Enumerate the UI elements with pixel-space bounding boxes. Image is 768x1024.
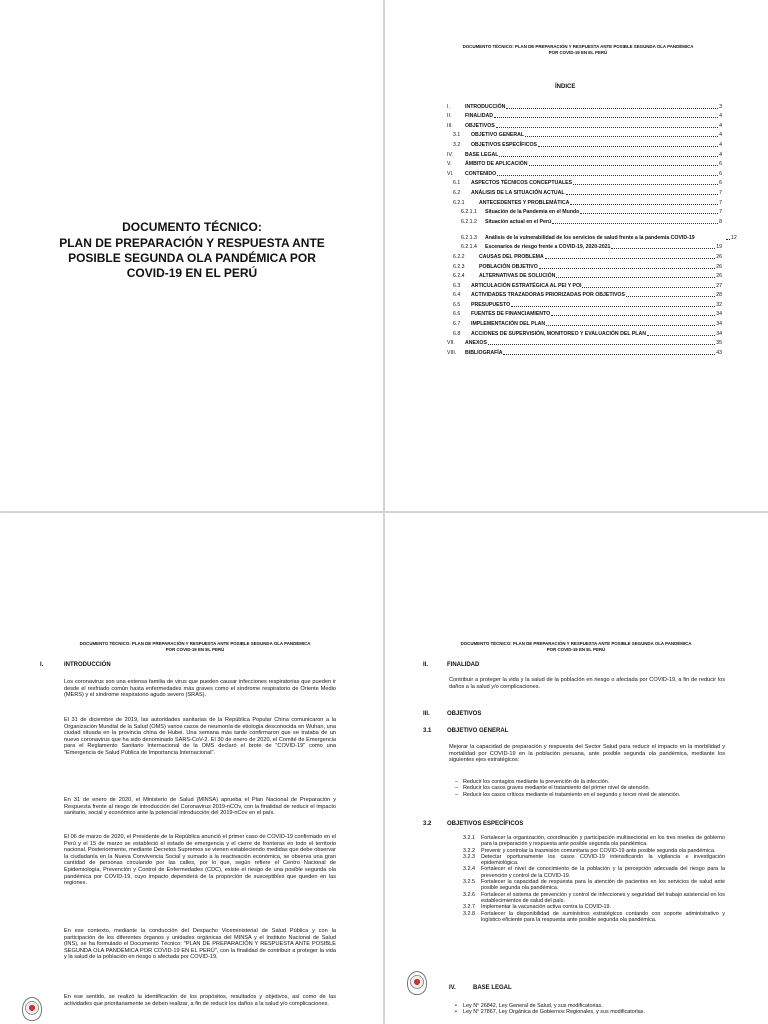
toc-dot-leader [503,354,715,355]
section-title: INTRODUCCIÓN [64,662,111,668]
toc-entry-page: 6 [719,180,722,187]
toc-entry-title: Situación actual en el Perú [485,218,552,225]
toc-entry-page: 34 [716,321,722,328]
toc-entry-page: 34 [716,311,722,318]
toc-entry[interactable] [447,279,722,289]
objective-item [463,854,725,867]
toc-entry-number: 6.2 [453,189,461,196]
toc-entry-number: 6.1 [453,180,461,187]
toc-entry[interactable] [447,308,722,318]
toc-dot-leader [566,194,719,195]
paragraph: En 31 de enero de 2020, el Ministerio de Salud (MINSA) aprueba el Plan Nacional de Preparación y Respuesta frente al riesgo de introducción del Coronavirus 2019-nCOv, con la finalidad de reducir el impacto sanitario, social y económico ante la potencial introducción del 2019-nCov en el país. [64,797,336,817]
toc-entry-page: 4 [719,113,722,120]
paragraph: El 31 de diciembre de 2019, las autoridades sanitarias de la República Popular China comunicaron a la Organización Mundial de la Salud (OMS) varios casos de neumonía de etiología desconocida en Wuhan, una ciudad situada en la provincia china de Hubei. Una semana más tarde confirmaron que se trataba de un nuevo coronavirus que ha sido denominado SARS-CoV-2. El 30 de enero de 2020, el Comité de Emergencia para el Reglamento Sanitario Internacional de la OMS declaró el brote de "COVID-19" como una "Emergencia de Salud Pública de Importancia Internacional". [64,717,336,756]
toc-dot-leader [539,268,715,269]
section-number: 3.2 [423,821,432,827]
toc-entry-number: V. [447,161,452,168]
list-item: – Reducir los casos críticos mediante el tratamiento en el segundo y tercer nivel de atención. [455,791,681,798]
list-item-text: Ley N° 27867, Ley Orgánica de Gobiernos Regionales, y sus modificatorias. [463,1009,645,1016]
running-header-line: DOCUMENTO TÉCNICO: PLAN DE PREPARACIÓN Y RESPUESTA ANTE POSIBLE SEGUNDA OLA PANDÉMICA [79,641,311,646]
toc-entry-page: 4 [719,151,722,158]
toc-entry-page: 27 [716,282,722,289]
objective-number: 3.2.6 [463,891,475,898]
section-title: OBJETIVO GENERAL [447,728,509,734]
running-header-line: DOCUMENTO TÉCNICO: PLAN DE PREPARACIÓN Y RESPUESTA ANTE POSIBLE SEGUNDA OLA PANDÉMICA [462,44,694,49]
objective-item [463,892,725,905]
list-item-text: Reducir los casos graves mediante el tratamiento del primer nivel de atención. [463,785,650,792]
toc-dot-leader [538,146,718,147]
toc-entry-title: ANEXOS [465,340,487,347]
toc-entry-page: 26 [716,253,722,260]
cover-page [0,0,384,512]
toc-entry[interactable] [447,317,722,327]
running-header [421,641,731,653]
paragraph: Contribuir a proteger la vida y la salud de la población en riesgo o afectada por COVID-19, a fin de reducir los daños a la salud y/o complicaciones. [449,677,725,690]
toc-page [385,0,768,512]
objective-number: 3.2.2 [463,847,475,854]
running-header [423,44,733,56]
toc-entry[interactable] [447,289,722,299]
toc-entry-title: ALTERNATIVAS DE SOLUCIÓN [479,273,556,280]
toc-entry-page: 3 [719,103,722,110]
toc-dot-leader [529,165,719,166]
toc-entry[interactable] [447,158,722,168]
toc-entry[interactable] [447,225,737,241]
list-item-text: Reducir los contagios mediante la prevención de la infección. [463,779,610,785]
toc-dot-leader [494,117,718,118]
toc-entry[interactable] [447,129,722,139]
toc-dot-leader [488,344,715,345]
toc-dot-leader [582,287,715,288]
section-heading [449,985,512,991]
section-title: OBJETIVOS [447,711,482,717]
toc-dot-leader [556,277,715,278]
section-heading [40,662,111,668]
toc-dot-leader [611,248,715,249]
paragraph: En ese contexto, mediante la conducción del Despacho Viceministerial de Salud Pública y con la participación de los diferentes órganos y unidades orgánicas del MINSA y el Instituto Nacional de Salud (INS), se ha formulado el Documento Técnico: "PLAN DE PREPARACIÓN Y RESPUESTA ANTE POSIBLE SEGUNDA OLA PANDÉMICA POR COVID-19 EN EL PERÚ", con la finalidad de contribuir a proteger la vida y la salud de la población en riesgo o afectada por COVID-19. [64,928,336,961]
introduction-page [0,513,384,1024]
toc-entry-number: 6.2.1.3 [461,234,477,241]
toc-entry-title: FUENTES DE FINANCIAMIENTO [471,311,551,318]
toc-entry-title: OBJETIVOS [465,122,495,129]
objective-text: Fortalecer la disponibilidad de suministros estratégicos contando con soporte administrativo y logístico eficiente para la respuesta ante posible segunda ola pandémica. [481,910,725,923]
objective-number: 3.2.1 [463,835,475,841]
specific-objectives-list [463,835,725,923]
objective-text: Prevenir y controlar la trasmisión comunitaria por COVID-19 ante posible segunda ola pandémica. [481,847,716,854]
toc-entry[interactable] [447,119,722,129]
toc-entry[interactable] [447,100,722,110]
toc-entry-page: 7 [719,209,722,216]
bullet-list [455,779,725,798]
toc-entry-title: CONTENIDO [465,170,497,177]
toc-entry-title: ACTIVIDADES TRAZADORAS PRIORIZADAS POR OBJETIVOS [471,292,625,299]
toc-entry[interactable] [447,337,722,347]
objective-number: 3.2.4 [463,866,475,873]
list-item: • Ley N° 27867, Ley Orgánica de Gobiernos Regionales, y sus modificatorias. [455,1009,645,1016]
toc-entry[interactable] [447,167,722,177]
toc-entry-page: 34 [716,330,722,337]
toc-entry-page: 28 [716,292,722,299]
toc-entry-page: 12 [731,234,737,241]
section-number: II. [423,662,429,668]
toc-entry-number: 6.2.1.4 [461,244,477,251]
toc-entry-number: 6.4 [453,292,461,299]
toc-entry-title: ACCIONES DE SUPERVISIÓN, MONITOREO Y EVALUACIÓN DEL PLAN [471,330,646,337]
toc-dot-leader [580,213,718,214]
paragraph: El 06 de marzo de 2020, el Presidente de la República anunció el primer caso de COVID-19 confirmado en el Perú y el 15 de marzo se estableció el estado de emergencia y el cierre de fronteras en todo el territorio nacional. Posteriormente, mediante Decretos Supremos se vienen estableciendo medidas que debe observar la ciudadanía en la Nueva Convivencia Social y sumado a la reactivación económica, se observa una gran cantidad de personas circulando por las calles, por lo que, según refiere el Centro Nacional de Epidemiología, Prevención y Control de Enfermedades (CDC), existe el riesgo de una posible segunda ola pandémica por COVID-19, cuyo impacto dependerá de la proporción de susceptibles que queden en las regiones. [64,834,336,887]
toc-entry[interactable] [447,148,722,158]
objective-text: Fortalecer el nivel de conocimiento de la población y la percepción adecuada del riesgo para la prevención y control de la COVID-19. [481,866,725,879]
toc-entry-page: 4 [719,141,722,148]
objective-text: Fortalecer la capacidad de respuesta para la atención de pacientes en los servicios de salud ante posible segunda ola pandémica. [481,879,725,892]
objective-number: 3.2.5 [463,879,475,886]
toc-entry-title: INTRODUCCIÓN [465,103,506,110]
toc-entry-title: ARTICULACIÓN ESTRATÉGICA AL PEI Y POI [471,282,582,289]
section-number: I. [40,662,44,668]
toc-entry-number: 6.2.1.2 [461,218,477,225]
cover-title [40,236,344,281]
toc-entry[interactable] [447,206,722,216]
objective-number: 3.2.3 [463,853,475,860]
objective-text: Fortalecer la organización, coordinación y participación multisectorial en los tres niveles de gobierno para la preparación y respuesta ante posible segunda ola pandémica. [481,835,725,848]
subsection-heading [423,821,523,827]
toc-entry[interactable] [447,346,722,356]
list-item: – Reducir los casos graves mediante el tratamiento del primer nivel de atención. [455,785,650,792]
paragraph: Los coronavirus son una extensa familia de virus que pueden causar infecciones respiratorias que pueden ir desde el resfriado común hasta enfermedades más graves como el síndrome respiratorio de Oriente Medio (MERS) y el síndrome respiratorio agudo severo (SRAS). [64,679,336,699]
toc-entry-number: IV. [447,151,453,158]
objective-number: 3.2.7 [463,904,475,911]
cover-title-line: PLAN DE PREPARACIÓN Y RESPUESTA ANTE [59,236,325,250]
toc-entry-title: OBJETIVO GENERAL [471,132,525,139]
objective-number: 3.2.8 [463,910,475,917]
objective-text: Detectar oportunamente los casos COVID-19 intensificando la vigilancia e investigación epidemiológica. [481,853,725,867]
objectives-page [385,513,768,1024]
toc-entry-page: 4 [719,132,722,139]
toc-entry-page: 43 [716,349,722,356]
toc-entry[interactable] [447,250,722,260]
section-number: IV. [449,985,456,991]
toc-dot-leader [626,296,715,297]
toc-entry-number: II. [447,113,452,120]
toc-dot-leader [545,258,715,259]
toc-entry-number: 6.2.1.1 [461,209,477,216]
toc-entry-title: Análisis de la vulnerabilidad de los servicios de salud frente a la pandemia COVID-19 [485,234,695,241]
list-item-text: Reducir los casos críticos mediante el tratamiento en el segundo y tercer nivel de atención. [463,791,681,798]
toc-entry-page: 8 [719,218,722,225]
objective-item [463,866,725,879]
toc-entry[interactable] [447,138,722,148]
toc-entry-title: ASPECTOS TÉCNICOS CONCEPTUALES [471,180,573,187]
toc-entry[interactable] [447,241,722,251]
official-seal-icon [407,971,427,995]
official-seal-icon [22,997,42,1021]
toc-entry[interactable] [447,196,722,206]
toc-entry-title: OBJETIVOS ESPECÍFICOS [471,141,538,148]
toc-entry-number: VIII. [447,349,457,356]
running-header-line: POR COVID-19 EN EL PERÚ [548,50,608,55]
toc-entry-title: Escenarios de riesgo frente a COVID-19, 2020-2021 [485,244,611,251]
toc-entry[interactable] [447,215,722,225]
section-heading [423,662,479,668]
toc-entry-number: VII. [447,340,455,347]
toc-entry[interactable] [447,110,722,120]
toc-entry-title: BIBLIOGRAFÍA [465,349,503,356]
toc-entry-number: I. [447,103,450,110]
toc-dot-leader [726,239,730,240]
toc-entry-title: PRESUPUESTO [471,301,511,308]
section-title: OBJETIVOS ESPECÍFICOS [447,821,524,827]
running-header-line: POR COVID-19 EN EL PERÚ [546,647,606,652]
toc-entry-number: 3.1 [453,132,461,139]
toc-entry-number: III. [447,122,453,129]
section-heading [423,711,481,717]
toc-entry[interactable] [447,327,722,337]
toc-entry-number: 6.2.4 [453,273,465,280]
toc-entry-title: CAUSAS DEL PROBLEMA [479,253,544,260]
toc-entry-title: BASE LEGAL [465,151,499,158]
toc-entry-page: 7 [719,189,722,196]
toc-entry-number: 6.2.1 [453,199,465,206]
toc-dot-leader [525,136,718,137]
toc-entry-number: 6.3 [453,282,461,289]
paragraph: Mejorar la capacidad de preparación y respuesta del Sector Salud para reducir el impacto en la morbilidad y mortalidad por COVID-19 en la población peruana, ante posible segunda ola pandémica, mediante los siguientes ejes estratégicos: [449,744,725,764]
list-item-text: Ley N° 26842, Ley General de Salud, y sus modificatorias. [463,1003,603,1009]
toc-dot-leader [499,156,718,157]
toc-entry-number: 6.7 [453,321,461,328]
toc-title: ÍNDICE [555,84,576,90]
toc-dot-leader [497,175,718,176]
toc-entry-number: 6.2.3 [453,263,465,270]
toc-entry-title: POBLACIÓN OBJETIVO [479,263,538,270]
toc-dot-leader [546,325,715,326]
list-item: • Ley N° 26842, Ley General de Salud, y sus modificatorias. [455,1003,603,1009]
toc-dot-leader [496,127,718,128]
running-header-line: POR COVID-19 EN EL PERÚ [165,647,225,652]
objective-text: Implementar la vacunación activa contra la COVID-19. [481,904,612,911]
list-item: – Reducir los contagios mediante la prevención de la infección. [455,779,610,785]
toc-dot-leader [552,223,718,224]
running-header-line: DOCUMENTO TÉCNICO: PLAN DE PREPARACIÓN Y RESPUESTA ANTE POSIBLE SEGUNDA OLA PANDÉMICA [460,641,692,646]
section-number: 3.1 [423,728,432,734]
toc-entry[interactable] [447,177,722,187]
toc-entry[interactable] [447,186,722,196]
toc-entry-number: 6.2.2 [453,253,465,260]
bullet-list [455,1003,725,1016]
toc-entry-number: 6.5 [453,301,461,308]
cover-title-line: COVID-19 EN EL PERÚ [126,266,258,280]
toc-entry-page: 32 [716,301,722,308]
toc-entry-page: 6 [719,170,722,177]
toc-dot-leader [573,184,718,185]
toc-entry-title: ANÁLISIS DE LA SITUACIÓN ACTUAL [471,189,565,196]
toc-entry[interactable] [447,270,722,280]
toc-entry-title: Situación de la Pandemia en el Mundo [485,209,580,216]
objective-item [463,911,725,924]
toc-list [447,100,737,356]
running-header [40,641,350,653]
toc-entry-number: 6.6 [453,311,461,318]
toc-entry-page: 26 [716,263,722,270]
toc-entry-title: IMPLEMENTACIÓN DEL PLAN [471,321,546,328]
toc-entry[interactable] [447,260,722,270]
toc-entry[interactable] [447,298,722,308]
toc-dot-leader [551,315,715,316]
toc-entry-page: 35 [716,340,722,347]
section-number: III. [423,711,430,717]
toc-entry-number: 3.2 [453,141,461,148]
section-title: BASE LEGAL [473,985,512,991]
toc-entry-page: 7 [719,199,722,206]
toc-dot-leader [511,306,715,307]
toc-dot-leader [570,204,718,205]
toc-entry-title: ÁMBITO DE APLICACIÓN [465,161,528,168]
toc-entry-page: 6 [719,161,722,168]
section-title: FINALIDAD [447,662,480,668]
toc-dot-leader [506,108,718,109]
objective-item [463,835,725,848]
toc-entry-page: 4 [719,122,722,129]
toc-entry-title: FINALIDAD [465,113,493,120]
toc-entry-number: 6.8 [453,330,461,337]
cover-title-line: POSIBLE SEGUNDA OLA PANDÉMICA POR [68,251,316,265]
objective-item [463,879,725,892]
paragraph: En ese sentido, se realizó la identificación de los propósitos, resultados y objetivos, así como de las actividades que prioritariamente se deben realizar, a fin de reducir los daños a la salud y/o complicaciones. [64,994,336,1007]
cover-heading: DOCUMENTO TÉCNICO: [122,220,262,234]
toc-entry-page: 26 [716,273,722,280]
subsection-heading [423,728,508,734]
toc-entry-page: 19 [716,244,722,251]
toc-dot-leader [647,335,715,336]
toc-entry-number: VI. [447,170,454,177]
objective-text: Fortalecer el sistema de prevención y control de infecciones y seguridad del trabajo asistencial en los establecimientos de salud del país. [481,891,725,904]
toc-entry-title: ANTECEDENTES Y PROBLEMÁTICA [479,199,570,206]
